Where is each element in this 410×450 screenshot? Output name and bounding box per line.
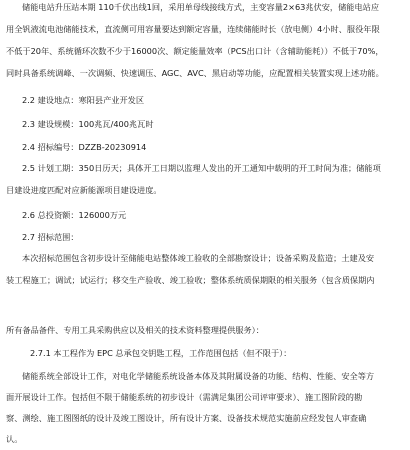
paragraph-line: 用全钒液流电池储能技术，直流侧可用容量要达到额定容量，连续储能时长（放电侧）4小时、服役年限	[6, 24, 380, 34]
design-line: 储能系统全部设计工作，对电化学储能系统设备本体及其附属设备的功能、结构、性能、安全等方	[22, 371, 375, 381]
scope-line: 本次招标范围包含初步设计至储能电站整体竣工验收的全部勘察设计；设备采购及监造；土建及安	[22, 253, 375, 263]
paragraph-line: 不低于20年、系统循环次数不少于16000次、额定能量效率（PCS出口计（含辅助能耗））不低于70%，	[6, 46, 384, 56]
scope-heading: 2.7 招标范围：	[22, 232, 79, 242]
design-line: 面开展设计工作。包括但不限于储能系统的初步设计（需满足集团公司评审要求）、施工图阶段的勘	[6, 392, 363, 402]
epc-heading: 2.7.1 本工程作为 EPC 总承包交钥匙工程，工作范围包括（但不限于）：	[30, 348, 292, 358]
scope-line: 装工程施工；调试；试运行；移交生产验收、竣工验收；整体系统质保期限的相关服务（包含质保期内	[6, 275, 375, 285]
design-line: 察、测绘、施工图图纸的设计及竣工图设计，所有设计方案、设备技术规范实施前应经发包人审查确	[6, 413, 367, 423]
paragraph-line: 储能电站升压站本期 110千伏出线1回，采用单母线接线方式，主变容量2×63兆伏安，储能电站应	[22, 2, 380, 12]
schedule-line: 目建设进度匹配对应新能源项目建设进度。	[6, 185, 162, 195]
scope-line-continued: 所有备品备件、专用工具采购供应以及相关的技术资料整理提供服务）：	[6, 325, 264, 335]
construction-site: 2.2 建设地点：寒阳县产业开发区	[22, 95, 145, 105]
design-line: 认。	[6, 434, 23, 444]
tender-number: 2.4 招标编号：DZZB-20230914	[22, 142, 147, 152]
paragraph-line: 同时具备系统调峰、一次调频、快速调压、AGC、AVC、黑启动等功能，应配置相关装置实现上述功能。	[6, 68, 384, 78]
schedule-line: 2.5 计划工期：350日历天；具体开工日期以监理人发出的开工通知中载明的开工时间为准；储能项	[22, 163, 381, 173]
construction-scale: 2.3 建设规模：100兆瓦/400兆瓦时	[22, 119, 154, 129]
total-investment: 2.6 总投资额：126000万元	[22, 210, 127, 220]
